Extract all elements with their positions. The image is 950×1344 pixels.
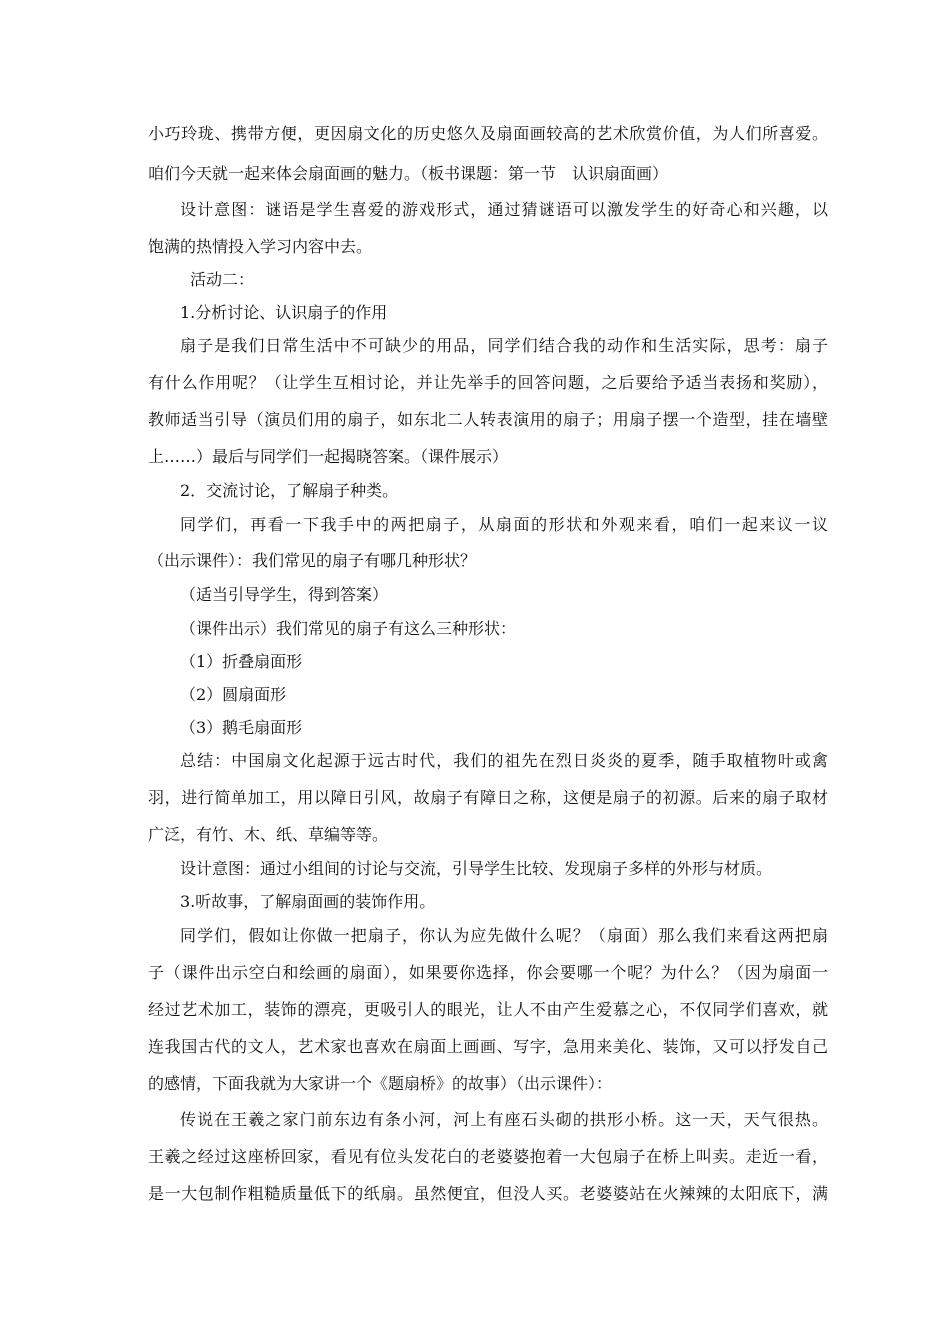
activity-heading: 活动二： — [190, 270, 255, 289]
section-heading: 1.分析讨论、认识扇子的作用 — [180, 303, 388, 322]
text-line: 小巧玲珑、携带方便，更因扇文化的历史悠久及扇面画较高的艺术欣赏价值，为人们所喜爱。 — [148, 124, 828, 143]
text-line: 咱们今天就一起来体会扇面画的魅力。（板书课题：第一节 认识扇面画） — [148, 164, 669, 183]
text-line: 教师适当引导（演员们用的扇子，如东北二人转表演用的扇子；用扇子摆一个造型，挂在墙壁 — [148, 410, 828, 429]
text-line: 的感情，下面我就为大家讲一个《题扇桥》的故事）（出示课件）： — [148, 1074, 613, 1093]
text-line: （出示课件）：我们常见的扇子有哪几种形状？ — [148, 551, 477, 570]
text-line: 经过艺术加工，装饰的漂亮，更吸引人的眼光，让人不由产生爱慕之心，不仅同学们喜欢，就 — [148, 1000, 828, 1019]
text-line: 是一大包制作粗糙质量低下的纸扇。虽然便宜，但没人买。老婆婆站在火辣辣的太阳底下，满 — [148, 1184, 828, 1203]
text-line: 王羲之经过这座桥回家，看见有位头发花白的老婆婆抱着一大包扇子在桥上叫卖。走近一看， — [148, 1147, 828, 1166]
text-line: 传说在王羲之家门前东边有条小河，河上有座石头砌的拱形小桥。这一天，天气很热。 — [180, 1110, 828, 1129]
text-line: 羽，进行简单加工，用以障日引风，故扇子有障日之称，这便是扇子的初源。后来的扇子取材 — [148, 788, 828, 807]
text-line: （适当引导学生，得到答案） — [180, 585, 389, 604]
section-heading: 3.听故事，了解扇面画的装饰作用。 — [180, 892, 436, 911]
text-line: 同学们，再看一下我手中的两把扇子，从扇面的形状和外观来看，咱们一起来议一议 — [180, 515, 828, 534]
list-item: （2）圆扇面形 — [180, 685, 287, 704]
text-line: 上……）最后与同学们一起揭晓答案。（课件展示） — [148, 447, 509, 466]
text-line: 子（课件出示空白和绘画的扇面），如果要你选择，你会要哪一个呢？为什么？（因为扇面一 — [148, 963, 828, 982]
text-line: 饱满的热情投入学习内容中去。 — [148, 237, 373, 256]
text-line: 设计意图：谜语是学生喜爱的游戏形式，通过猜谜语可以激发学生的好奇心和兴趣，以 — [180, 200, 828, 219]
section-heading: 2．交流讨论，了解扇子种类。 — [180, 481, 399, 500]
text-line: （课件出示）我们常见的扇子有这么三种形状： — [180, 619, 517, 638]
text-line: 扇子是我们日常生活中不可缺少的用品，同学们结合我的动作和生活实际，思考：扇子 — [180, 336, 828, 355]
text-line: 同学们，假如让你做一把扇子，你认为应先做什么呢？（扇面）那么我们来看这两把扇 — [180, 926, 828, 945]
list-item: （3）鹅毛扇面形 — [180, 718, 303, 737]
text-line: 连我国古代的文人，艺术家也喜欢在扇面上画画、写字，急用来美化、装饰，又可以抒发自己 — [148, 1037, 828, 1056]
text-line: 设计意图：通过小组间的讨论与交流，引导学生比较、发现扇子多样的外形与材质。 — [180, 859, 773, 878]
text-line: 广泛，有竹、木、纸、草编等等。 — [148, 825, 389, 844]
text-line: 有什么作用呢？（让学生互相讨论，并让先举手的回答问题，之后要给予适当表扬和奖励）， — [148, 373, 828, 392]
list-item: （1）折叠扇面形 — [180, 652, 303, 671]
text-line: 总结：中国扇文化起源于远古时代，我们的祖先在烈日炎炎的夏季，随手取植物叶或禽 — [180, 751, 828, 770]
